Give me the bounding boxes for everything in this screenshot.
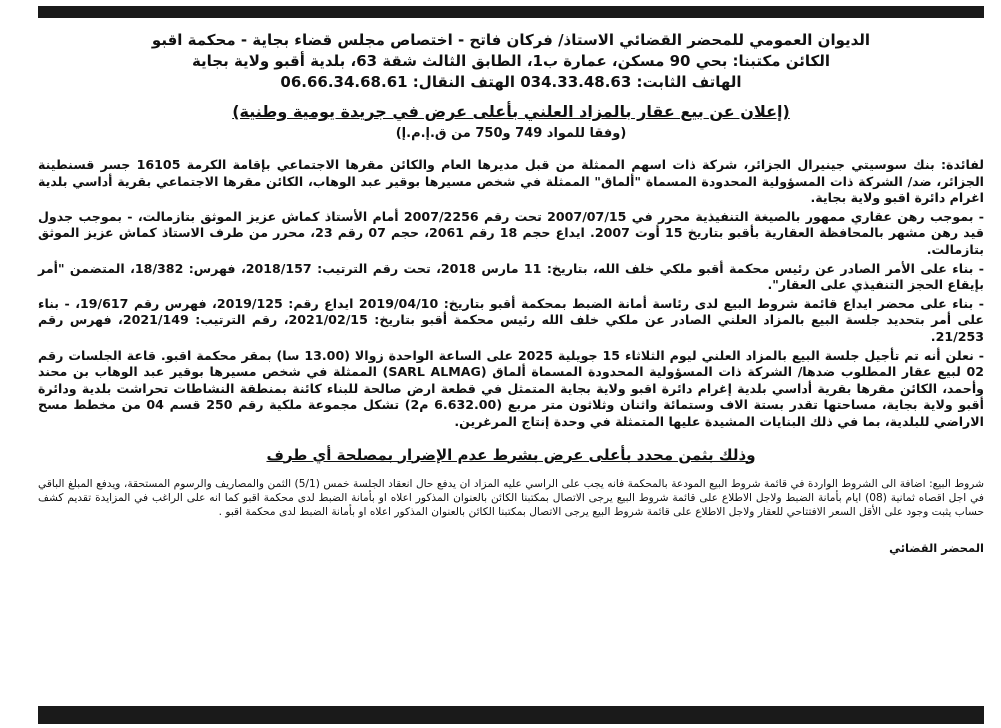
- notice-body: [38, 157, 984, 431]
- conditions-deposit-paragraph: - بناء على محضر ايداع قائمة شروط البيع لدى رئاسة أمانة الضبط بمحكمة أقبو بتاريخ: 2019/04/10 ايداع رقم: 2019/125، فهرس رقم 19/617، - بناء على أمر بتحديد جلسة البيع بالمزاد العلني الصادر عن ملكي خلف الله رئيس محكمة أقبو بتاريخ: 2021/02/15، رقم الترتيب: 2021/149، فهرس رقم 21/253.: [38, 295, 984, 344]
- notice-header: [38, 30, 984, 93]
- closing-statement-text: وذلك بثمن محدد بأعلى عرض بشرط عدم الإضرار بمصلحة أي طرف: [266, 445, 756, 464]
- bottom-border-bar: [38, 706, 984, 724]
- legal-notice-document: [38, 28, 984, 555]
- office-address-line: الكائن مكتبنا: بحي 90 مسكن، عمارة ب1، الطابق الثالث شقة 63، بلدية أقبو ولاية بجاية: [191, 52, 831, 70]
- notice-subtitle: (وفقا للمواد 749 و750 من ق.إ.م.إ): [395, 126, 627, 141]
- sale-terms: شروط البيع: اضافة الى الشروط الواردة في قائمة شروط البيع المودعة بالمحكمة فانه يجب على الراسي عليه المزاد ان يدفع حال انعقاد الجلسة خمس (5/1) الثمن والمصاريف والرسوم المستحقة، ويدفع المبلغ الباقي في اجل اقصاه ثمانية (08) ايام بأمانة الضبط ولاجل الاطلاع على قائمة شروط البيع يرجى الاتصال بمكتبنا الكائن بالعنوان المذكور اعلاه او بأمانة الضبط لدى محكمة اقبو كما انه على الراغب في المزايدة تقديم كشف حساب يثبت وجود على الأقل السعر الافتتاحي للعقار ولاجل الاطلاع على قائمة شروط البيع يرجى الاتصال بمكتبنا الكائن بالعنوان المذكور اعلاه او بأمانة الضبط لدى محكمة اقبو .: [38, 477, 984, 518]
- parties-paragraph: لفائدة: بنك سوسيتي جينيرال الجزائر، شركة ذات اسهم الممثلة من قبل مديرها العام والكائن مقرها الاجتماعي بإقامة الكرمة 16105 جسر قسنطينة الجزائر، ضد/ الشركة ذات المسؤولية المحدودة المسماة "ألماق" الممثلة في شخص مسيرها بوقير عبد الوهاب، الكائن مقرها الاجتماعي بقرية أداسي بلدية اغرام دائرة اقبو ولاية بجاية.: [38, 157, 984, 206]
- mortgage-paragraph: - بموجب رهن عقاري ممهور بالصيغة التنفيذية محرر في 2007/07/15 تحت رقم 2007/2256 أمام الأستاذ كماش عزيز الموثق بتازمالت، - بموجب جدول قيد رهن مشهر بالمحافظة العقارية بأقبو بتاريخ 15 أوت 2007. ايداع حجم 18 رقم 2061، حجم 07 رقم 23، محرر من طرف الاستاذ كماش عزيز الموثق بتازمالت.: [38, 208, 985, 257]
- notice-title: [38, 101, 984, 123]
- phone-line: الهاتف الثابت: 034.33.48.63 الهتف النقال: 06.66.34.68.61: [280, 73, 742, 91]
- seizure-order-paragraph: - بناء على الأمر الصادر عن رئيس محكمة أقبو ملكي خلف الله، بتاريخ: 11 مارس 2018، تحت رقم الترتيب: 2018/157، فهرس: 18/382، المتضمن "أمر بإيقاع الحجز التنفيذي على العقار".: [38, 260, 984, 293]
- bailiff-office-line: الديوان العمومي للمحضر القضائي الاستاذ/ فركان فاتح - اختصاص مجلس قضاء بجاية - محكمة اقبو: [151, 31, 871, 49]
- auction-announcement-paragraph: - نعلن أنه تم تأجيل جلسة البيع بالمزاد العلني ليوم الثلاثاء 15 جويلية 2025 على الساعة الواحدة زوالا (13.00 سا) بمقر محكمة اقبو. قاعة الجلسات رقم 02 لبيع عقار المطلوب ضدها/ الشركة ذات المسؤولية المحدودة المسماة ألماق (SARL ALMAG) الممثلة في شخص مسيرها بوقير عبد الوهاب بن محند وأحمد، الكائن مقرها بقرية أداسي بلدية إغرام دائرة اقبو ولاية بجاية المتمثل في قطعة ارض صالحة للبناء كائنة بمنطقة النشاطات تحراشت بلدية ودائرة أقبو ولاية بجاية، مساحتها تقدر بستة الاف وستمائة واثنان وثلاثون متر مربع (6.632.00 م2) تشكل مجموعة ملكية رقم 250 قسم 04 من مخطط مسح الاراضي للبلدية، بما في ذلك البنايات المشيدة عليها المتمثلة في وحدة إنتاج المرغرين.: [38, 347, 985, 429]
- closing-statement: [38, 445, 984, 465]
- notice-title-text: (إعلان عن بيع عقار بالمزاد العلني بأعلى عرض في جريدة يومية وطنية): [232, 102, 790, 121]
- signature-label: المحضر القضائي: [889, 541, 984, 556]
- top-border-bar: [38, 6, 984, 18]
